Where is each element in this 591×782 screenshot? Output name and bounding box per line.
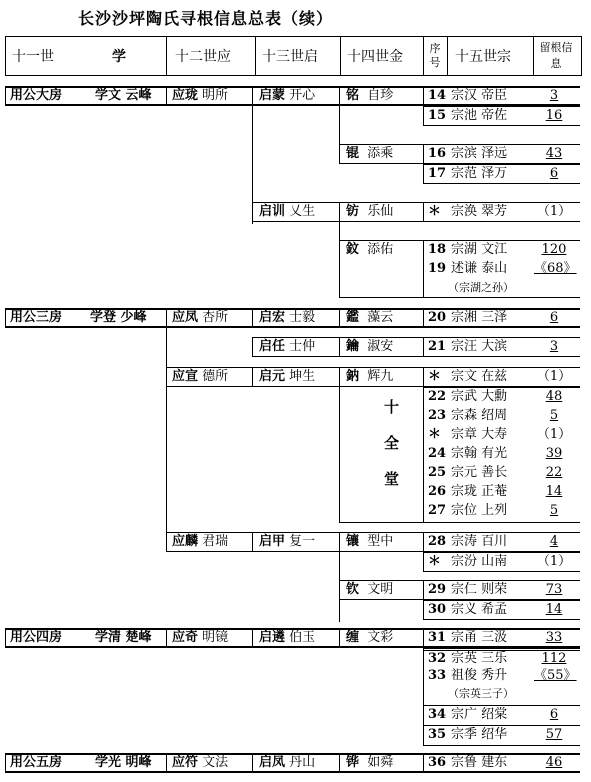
gen11-name: 学清 楚峰	[95, 630, 152, 645]
gen14-style: 藻云	[367, 310, 394, 325]
seq-16: 16	[428, 146, 447, 161]
person-star: 宗汾 山南	[451, 554, 508, 569]
gen14-style: 自珍	[367, 88, 394, 103]
seq-28: 28	[428, 534, 447, 549]
gen14-name: 缠	[346, 630, 360, 645]
seq-27: 27	[428, 503, 447, 518]
person-32: 宗英 三乐	[451, 651, 508, 666]
gen14-name: 鑰	[346, 339, 360, 354]
seq-30: 30	[428, 602, 447, 617]
seq-20: 20	[428, 310, 447, 325]
gen13-style: 士毅	[289, 310, 316, 325]
count-34: 6	[549, 707, 559, 722]
count-22: 48	[545, 389, 563, 404]
person-26: 宗珑 正菴	[451, 484, 508, 499]
count-21: 3	[549, 339, 559, 354]
count-23: 5	[549, 408, 559, 423]
hall-char: 十	[384, 398, 400, 416]
seq-star: ＊	[428, 554, 442, 569]
seq-star: ＊	[428, 369, 442, 384]
person-19: 述谦 泰山	[451, 261, 508, 276]
gen13-style: 坤生	[289, 369, 316, 384]
gen13-style: 开心	[289, 88, 316, 103]
gen14-name: 鈫	[346, 242, 360, 257]
seq-24: 24	[428, 446, 447, 461]
seq-19: 19	[428, 261, 447, 276]
person-33: 祖俊 秀升	[451, 668, 508, 683]
header-gen12: 十二世应	[175, 49, 231, 65]
seq-33: 33	[428, 668, 447, 683]
count-18: 120	[541, 242, 567, 257]
count-15: 16	[545, 108, 563, 123]
person-star: 宗文 在兹	[451, 369, 508, 384]
seq-26: 26	[428, 484, 447, 499]
gen13-style: 乂生	[289, 204, 316, 219]
person-20: 宗湘 三泽	[451, 310, 508, 325]
seq-22: 22	[428, 389, 447, 404]
count-20: 6	[549, 310, 559, 325]
count-35: 57	[545, 727, 563, 742]
note-19: （宗湖之孙）	[448, 281, 514, 294]
gen12-name: 应宣	[172, 369, 199, 384]
gen11-name: 学登 少峰	[90, 310, 147, 325]
count-31: 33	[545, 630, 563, 645]
count-28: 4	[549, 534, 559, 549]
gen12-style: 明镜	[202, 630, 229, 645]
person-29: 宗仁 则荣	[451, 582, 508, 597]
hall-char: 堂	[384, 470, 400, 488]
seq-34: 34	[428, 707, 447, 722]
person-27: 宗位 上列	[451, 503, 508, 518]
person-36: 宗鲁 建东	[451, 755, 508, 770]
person-25: 宗元 善长	[451, 465, 508, 480]
gen14-style: 辉九	[367, 369, 394, 384]
gen11-name: 学光 明峰	[95, 755, 152, 770]
count-29: 73	[545, 582, 563, 597]
seq-star: ＊	[428, 427, 442, 442]
seq-21: 21	[428, 339, 447, 354]
count-25: 22	[545, 465, 563, 480]
header-gen15: 十五世宗	[455, 49, 511, 65]
person-16: 宗滨 泽远	[451, 146, 508, 161]
gen13-style: 复一	[289, 534, 316, 549]
count-star: （1）	[536, 554, 572, 569]
gen14-style: 添乘	[367, 146, 394, 161]
house-label: 用公大房	[10, 88, 63, 103]
header-seq: 序号	[429, 42, 441, 69]
count-32: 112	[541, 651, 567, 666]
house-label: 用公三房	[10, 310, 63, 325]
person-23: 宗森 绍周	[451, 408, 508, 423]
gen13-name: 启元	[259, 369, 286, 384]
seq-15: 15	[428, 108, 447, 123]
header-gen14: 十四世金	[347, 49, 403, 65]
seq-18: 18	[428, 242, 447, 257]
gen12-name: 应麟	[172, 534, 199, 549]
count-star: （1）	[536, 369, 572, 384]
count-24: 39	[545, 446, 563, 461]
gen14-name: 钦	[346, 582, 360, 597]
header-gen11-char: 学	[112, 49, 126, 65]
count-17: 6	[549, 166, 559, 181]
count-30: 14	[545, 602, 563, 617]
seq-29: 29	[428, 582, 447, 597]
header-gen13: 十三世启	[262, 49, 318, 65]
gen12-name: 应符	[172, 755, 199, 770]
person-18: 宗湖 文江	[451, 242, 508, 257]
seq-35: 35	[428, 727, 447, 742]
gen12-name: 应凤	[172, 310, 199, 325]
count-14: 3	[549, 88, 559, 103]
person-14: 宗汉 帝臣	[451, 88, 508, 103]
person-35: 宗季 绍华	[451, 727, 508, 742]
house-label: 用公五房	[10, 755, 63, 770]
hall-char: 全	[384, 434, 400, 452]
person-30: 宗义 希孟	[451, 602, 508, 617]
header-count: 留根信息	[539, 41, 573, 70]
count-star: （1）	[536, 427, 572, 442]
gen12-style: 杏所	[202, 310, 229, 325]
header-gen11: 十一世	[12, 49, 54, 65]
person-star: 宗涣 翠芳	[451, 204, 508, 219]
gen14-style: 添佑	[367, 242, 394, 257]
count-16: 43	[545, 146, 563, 161]
gen14-name: 锟	[346, 146, 360, 161]
count-19: 《68》	[534, 261, 577, 276]
gen13-name: 启蒙	[259, 88, 286, 103]
seq-23: 23	[428, 408, 447, 423]
seq-32: 32	[428, 651, 447, 666]
note-33: （宗英三子）	[448, 687, 514, 700]
seq-17: 17	[428, 166, 447, 181]
person-24: 宗翰 有光	[451, 446, 508, 461]
person-star: 宗章 大寿	[451, 427, 508, 442]
seq-star: ＊	[428, 204, 442, 219]
person-22: 宗武 大勳	[451, 389, 508, 404]
gen12-style: 明所	[202, 88, 229, 103]
seq-36: 36	[428, 755, 447, 770]
page-title: 长沙沙坪陶氏寻根信息总表（续）	[78, 9, 334, 28]
house-label: 用公四房	[10, 630, 63, 645]
gen13-name: 启任	[259, 339, 286, 354]
gen13-style: 丹山	[289, 755, 316, 770]
gen12-name: 应奇	[172, 630, 199, 645]
gen14-style: 文明	[367, 582, 394, 597]
gen14-name: 鈉	[346, 369, 360, 384]
gen11-name: 学文 云峰	[95, 88, 152, 103]
gen14-style: 如舜	[367, 755, 394, 770]
count-36: 46	[545, 755, 563, 770]
person-17: 宗范 泽万	[451, 166, 508, 181]
gen13-name: 启宏	[259, 310, 286, 325]
gen14-name: 鑑	[346, 310, 360, 325]
gen12-style: 君瑞	[202, 534, 229, 549]
count-26: 14	[545, 484, 563, 499]
gen14-name: 镶	[346, 534, 360, 549]
person-28: 宗涛 百川	[451, 534, 508, 549]
count-33: 《55》	[534, 668, 577, 683]
gen14-style: 文彩	[367, 630, 394, 645]
person-34: 宗广 绍棠	[451, 707, 508, 722]
gen14-style: 型中	[367, 534, 394, 549]
gen12-name: 应珑	[172, 88, 199, 103]
gen13-name: 启凤	[259, 755, 286, 770]
gen12-style: 文法	[202, 755, 229, 770]
gen14-name: 钫	[346, 204, 360, 219]
seq-14: 14	[428, 88, 447, 103]
count-star: （1）	[536, 204, 572, 219]
person-31: 宗甬 三汲	[451, 630, 508, 645]
gen12-style: 德所	[202, 369, 229, 384]
gen14-name: 铭	[346, 88, 360, 103]
gen13-name: 启训	[259, 204, 286, 219]
gen13-name: 启遴	[259, 630, 286, 645]
gen14-style: 乐仙	[367, 204, 394, 219]
gen13-style: 士仲	[289, 339, 316, 354]
gen14-name: 铧	[346, 755, 360, 770]
gen14-style: 淑安	[367, 339, 394, 354]
gen13-style: 伯玉	[289, 630, 316, 645]
seq-31: 31	[428, 630, 447, 645]
seq-25: 25	[428, 465, 447, 480]
person-21: 宗汪 大滨	[451, 339, 508, 354]
count-27: 5	[549, 503, 559, 518]
person-15: 宗池 帝佐	[451, 108, 508, 123]
gen13-name: 启甲	[259, 534, 286, 549]
